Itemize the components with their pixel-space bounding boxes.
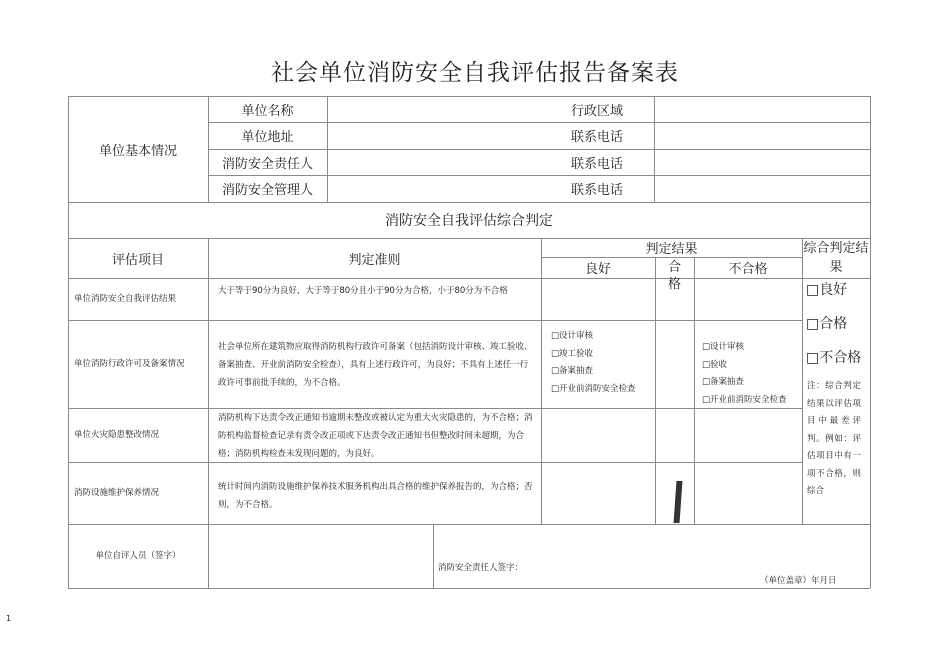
col-fail-header: 不合格 (728, 262, 768, 277)
overall-options-list (806, 273, 870, 375)
option-checkbox[interactable]: □竣工验收 (551, 348, 594, 359)
option-checkbox[interactable]: □开业前消防安全检查 (702, 394, 787, 405)
col-good-header: 良好 (584, 262, 611, 277)
self-reviewer-label: 单位自评人员（签字） (95, 551, 181, 561)
overall-note: 注：综合判定结果以评估项目中最差评判。例如：评估项目中有一项不合格，则综合 (807, 381, 861, 496)
overall-pass-checkbox[interactable]: □合格 (806, 316, 848, 332)
overall-good-checkbox[interactable]: □良好 (806, 282, 848, 298)
seal-date-label: （单位盖章）年月日 (760, 576, 837, 586)
item-name: 单位消防安全自我评估结果 (74, 294, 177, 304)
option-checkbox[interactable]: □设计审核 (702, 342, 745, 352)
responsible-sign-label: 消防安全责任人签字： (438, 563, 524, 573)
admin-region-label: 行政区域 (570, 103, 623, 119)
contact-phone-label: 联系电话 (570, 130, 623, 145)
item-name: 单位消防行政许可及备案情况 (74, 359, 185, 369)
col-pass-header: 合格 (667, 260, 681, 292)
col-item-header: 评估项目 (111, 252, 164, 268)
page-title: 社会单位消防安全自我评估报告备案表 (271, 60, 679, 86)
item-criteria: 社会单位所在建筑物应取得消防机构行政许可备案（包括消防设计审核、竣工验收、备案抽查、开业前消防安全检查），具有上述行政许可，为良好；不具有上述任一行政许可事前批手续的，为不合格。 (218, 342, 533, 388)
overall-fail-checkbox[interactable]: □不合格 (806, 350, 862, 366)
item-criteria: 消防机构下达责令改正通知书逾期未整改或被认定为重大火灾隐患的，为不合格；消防机构监督检查记录有责令改正项或下达责令改正通知书但整改时间未超期，为合格；消防机构检查未发现问题的，为良好。 (218, 413, 533, 459)
item-name: 单位火灾隐患整改情况 (74, 430, 160, 440)
fail-options-list (702, 339, 802, 409)
item-criteria: 大于等于90分为良好，大于等于80分且小于90分为合格，小于80分为不合格 (218, 286, 508, 296)
item-name: 消防设施维护保养情况 (74, 488, 160, 498)
unit-address-label: 单位地址 (241, 130, 294, 145)
assessment-heading: 消防安全自我评估综合判定 (385, 213, 553, 229)
basic-info-label: 单位基本情况 (98, 143, 177, 159)
col-result-header: 判定结果 (645, 242, 698, 257)
good-options-list (551, 328, 655, 398)
item-criteria: 统计时间内消防设施维护保养技术服务机构出具合格的维护保养报告的，为合格；否则，为不合格。 (218, 482, 533, 510)
option-checkbox[interactable]: □设计审核 (551, 331, 594, 341)
option-checkbox[interactable]: □开业前消防安全检查 (551, 383, 636, 394)
safety-manager-label: 消防安全管理人 (221, 183, 313, 198)
safety-responsible-label: 消防安全责任人 (221, 156, 313, 172)
contact-phone-label: 联系电话 (570, 156, 623, 172)
handwritten-mark (674, 481, 683, 523)
unit-name-label: 单位名称 (241, 103, 294, 119)
col-overall-header: 综合判定结果 (803, 241, 869, 275)
contact-phone-label: 联系电话 (570, 183, 623, 198)
option-checkbox[interactable]: □验收 (702, 359, 728, 370)
col-criteria-header: 判定准则 (348, 252, 401, 268)
option-checkbox[interactable]: □备案抽查 (702, 377, 745, 387)
option-checkbox[interactable]: □备案抽查 (551, 366, 594, 376)
page-number: 1 (6, 614, 12, 623)
